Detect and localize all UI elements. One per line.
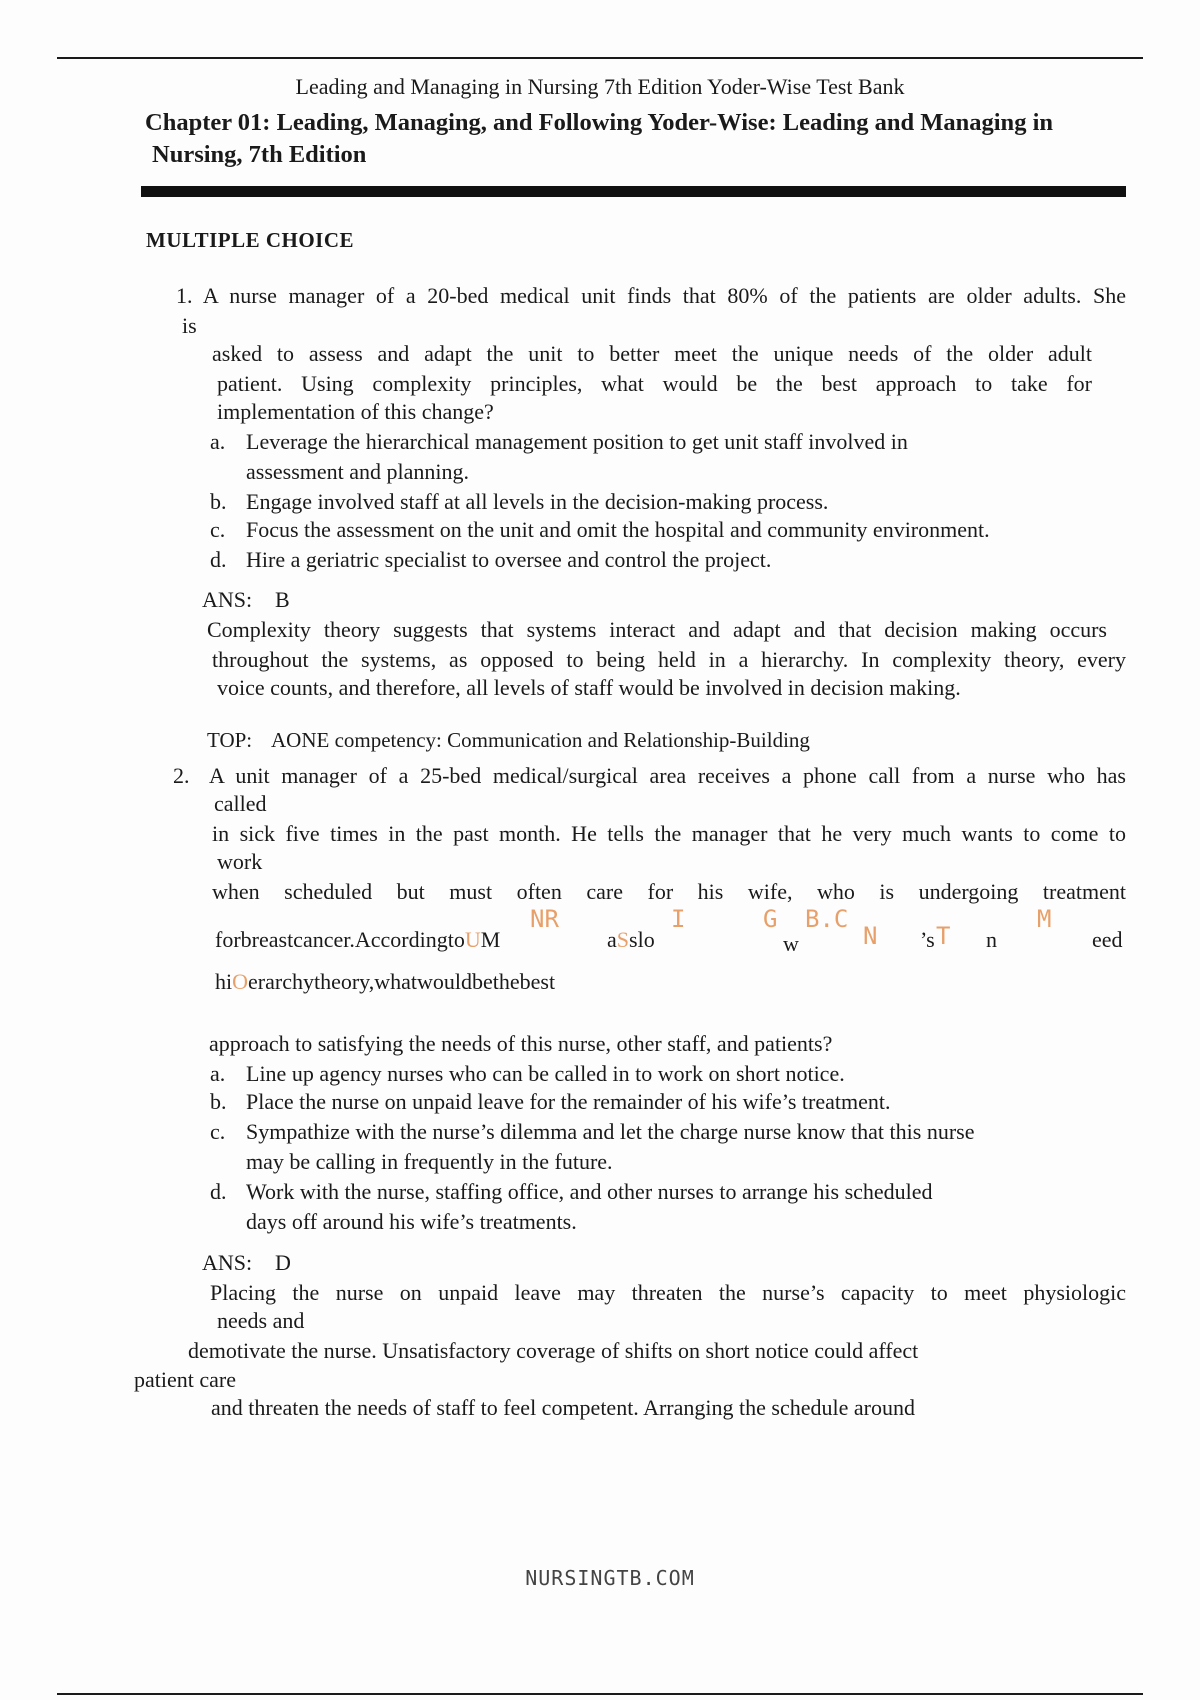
footer-site: NURSINGTB.COM bbox=[525, 1566, 695, 1590]
q2-option-text: Sympathize with the nurse’s dilemma and let the charge nurse know that this nurse bbox=[246, 1119, 975, 1144]
q2-number: 2. bbox=[173, 763, 190, 788]
q2-garbled-text: aSslo bbox=[607, 927, 655, 952]
watermark-letters: M bbox=[1037, 905, 1052, 933]
watermark-letters: NR bbox=[530, 905, 559, 933]
q1-topic-label: TOP: bbox=[207, 728, 253, 752]
q2-option-letter: d. bbox=[210, 1179, 227, 1204]
q1-option-text: Leverage the hierarchical management position to get unit staff involved in bbox=[246, 429, 908, 454]
chapter-title-line2: Nursing, 7th Edition bbox=[152, 141, 367, 168]
q2-option-letter: c. bbox=[210, 1119, 226, 1144]
watermark-letters: T bbox=[936, 922, 951, 950]
q2-garbled-text: hiOerarchytheory,whatwouldbethebest bbox=[215, 969, 556, 994]
q2-answer-label: ANS: bbox=[202, 1250, 253, 1275]
q1-stem-line: is bbox=[182, 313, 197, 338]
q2-rationale-line: needs and bbox=[217, 1308, 305, 1333]
q2-garbled-text: forbreastcancer.AccordingtoUM bbox=[215, 927, 501, 952]
top-rule bbox=[57, 57, 1143, 59]
q1-option-letter: b. bbox=[210, 489, 227, 514]
watermark-letters: G bbox=[763, 905, 778, 933]
q2-stem-line: called bbox=[214, 791, 267, 816]
header-divider bbox=[141, 186, 1126, 197]
q2-stem-line: in sick five times in the past month. He tells the manager that he very much wants to come to bbox=[212, 821, 1126, 846]
q1-option-text: Hire a geriatric specialist to oversee and control the project. bbox=[246, 547, 772, 572]
q1-option-letter: a. bbox=[210, 429, 226, 454]
q2-stem-line: when scheduled but must often care for his wife, who is undergoing treatment bbox=[212, 879, 1126, 904]
q1-rationale-line: Complexity theory suggests that systems interact and adapt and that decision making occurs bbox=[207, 617, 1107, 642]
q2-rationale-line: demotivate the nurse. Unsatisfactory coverage of shifts on short notice could affect bbox=[188, 1338, 919, 1363]
chapter-title-line1: Chapter 01: Leading, Managing, and Following Yoder-Wise: Leading and Managing in bbox=[145, 109, 1053, 136]
q2-option-text: Line up agency nurses who can be called in to work on short notice. bbox=[246, 1061, 845, 1086]
q1-stem-line: asked to assess and adapt the unit to better meet the unique needs of the older adult bbox=[212, 341, 1092, 366]
q1-option-text: Engage involved staff at all levels in the decision-making process. bbox=[246, 489, 829, 514]
q1-rationale-line: throughout the systems, as opposed to being held in a hierarchy. In complexity theory, every bbox=[212, 647, 1126, 672]
q2-rationale-line: Placing the nurse on unpaid leave may threaten the nurse’s capacity to meet physiologic bbox=[210, 1280, 1126, 1305]
q2-option-text: may be calling in frequently in the future. bbox=[246, 1149, 613, 1174]
q2-option-text: Place the nurse on unpaid leave for the remainder of his wife’s treatment. bbox=[246, 1089, 891, 1114]
q1-stem-line: implementation of this change? bbox=[217, 399, 494, 424]
watermark-letters: I bbox=[671, 905, 686, 933]
q2-rationale-line: patient care bbox=[134, 1367, 236, 1392]
q2-garbled-text: n bbox=[986, 927, 997, 952]
q2-option-letter: b. bbox=[210, 1089, 227, 1114]
watermark-letters: N bbox=[863, 922, 878, 950]
q1-rationale-line: voice counts, and therefore, all levels of staff would be involved in decision making. bbox=[217, 675, 961, 700]
q2-garbled-text: w bbox=[783, 931, 799, 956]
q2-option-text: days off around his wife’s treatments. bbox=[246, 1209, 577, 1234]
q2-garbled-text: ’s bbox=[920, 927, 935, 952]
q2-answer: D bbox=[275, 1250, 291, 1275]
q2-rationale-line: and threaten the needs of staff to feel competent. Arranging the schedule around bbox=[211, 1395, 915, 1420]
q1-option-text: assessment and planning. bbox=[246, 459, 470, 484]
q2-stem-line: approach to satisfying the needs of this nurse, other staff, and patients? bbox=[209, 1031, 833, 1056]
section-heading: MULTIPLE CHOICE bbox=[146, 228, 355, 252]
q1-option-letter: c. bbox=[210, 517, 226, 542]
q1-answer-label: ANS: bbox=[202, 587, 253, 612]
q2-garbled-text: eed bbox=[1092, 927, 1123, 952]
q2-option-letter: a. bbox=[210, 1061, 226, 1086]
q1-topic: AONE competency: Communication and Relationship-Building bbox=[271, 728, 810, 752]
q1-option-text: Focus the assessment on the unit and omit the hospital and community environment. bbox=[246, 517, 990, 542]
document-title: Leading and Managing in Nursing 7th Edition Yoder-Wise Test Bank bbox=[295, 74, 905, 99]
q1-stem-line: patient. Using complexity principles, what would be the best approach to take for bbox=[217, 371, 1092, 396]
q1-stem-line: 1. A nurse manager of a 20-bed medical unit finds that 80% of the patients are older adults. She bbox=[176, 283, 1126, 308]
q2-stem-line: A unit manager of a 25-bed medical/surgical area receives a phone call from a nurse who has bbox=[209, 763, 1126, 788]
q1-option-letter: d. bbox=[210, 547, 227, 572]
q2-option-text: Work with the nurse, staffing office, and other nurses to arrange his scheduled bbox=[246, 1179, 933, 1204]
q2-stem-line: work bbox=[217, 849, 263, 874]
q1-answer: B bbox=[275, 587, 290, 612]
bottom-rule bbox=[57, 1693, 1143, 1695]
watermark-letters: B.C bbox=[805, 905, 849, 933]
